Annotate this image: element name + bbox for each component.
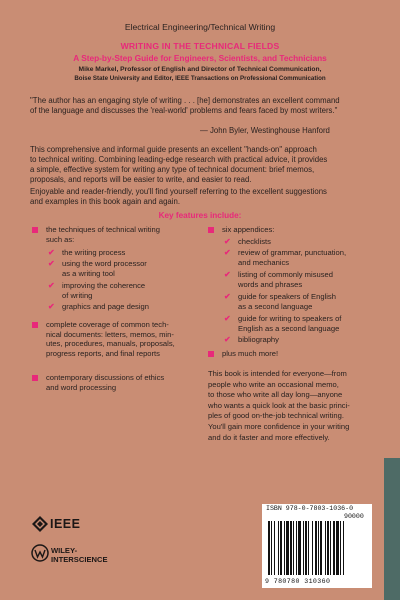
barcode-bar	[274, 521, 275, 575]
feature-item: six appendices:	[222, 225, 275, 234]
key-features-heading: Key features include:	[158, 211, 242, 220]
feature-item: complete coverage of common tech- nical documents: letters, memos, min- utes, procedures, manuals, proposals, progress reports, and final reports	[46, 320, 175, 358]
barcode-bar	[308, 521, 309, 575]
book-title: WRITING IN THE TECHNICAL FIELDS	[120, 41, 280, 51]
spine-edge-bar	[384, 458, 400, 600]
ieee-wordmark: IEEE	[50, 517, 81, 531]
barcode-bar	[298, 521, 301, 575]
feature-subitem: improving the coherence of writing	[62, 281, 146, 300]
barcode-bar	[330, 521, 331, 575]
feature-subitem: checklists	[238, 237, 271, 246]
barcode-digits: 9 780780 310360	[265, 578, 331, 585]
checkmark-icon: ✔	[224, 248, 231, 257]
feature-subitem: listing of commonly misused words and phrases	[238, 270, 333, 289]
barcode-bar	[333, 521, 335, 575]
quote-line: "The author has an engaging style of writing . . . [he] demonstrates an excellent command	[30, 96, 340, 105]
author-line-1: Mike Markel, Professor of English and Director of Technical Communication,	[78, 66, 322, 73]
bullet-square-icon	[32, 227, 38, 233]
barcode-bar	[303, 521, 304, 575]
paragraph-line: to technical writing. Combining leading-edge research with practical advice, it provides	[30, 155, 328, 164]
feature-item: contemporary discussions of ethics and word processing	[46, 373, 165, 392]
barcode-bar	[290, 521, 292, 575]
paragraph-line: and examples in this book again and again.	[30, 197, 180, 206]
closing-paragraph: This book is intended for everyone—from people who write an occasional memo, to those who write all day long—anyone who wants a quick look at the basic princi- ples of good on-the-job technical writing. You'll gain more confidence in your writing and do it faster and more effectively.	[208, 369, 350, 442]
bullet-square-icon	[208, 227, 214, 233]
feature-subitem: the writing process	[62, 248, 126, 257]
ieee-diamond-icon	[31, 515, 49, 533]
feature-subitem: guide for speakers of English as a second language	[238, 292, 336, 311]
quote-line: of the language and discusses the 'real-world' problems and fears faced by most writers."	[30, 106, 338, 115]
barcode-bar	[312, 521, 313, 575]
checkmark-icon: ✔	[48, 281, 55, 290]
category-label: Electrical Engineering/Technical Writing	[124, 22, 276, 32]
barcode-bar	[268, 521, 270, 575]
barcode-bar	[305, 521, 307, 575]
barcode-bar	[315, 521, 317, 575]
bullet-square-icon	[32, 375, 38, 381]
feature-subitem: graphics and page design	[62, 302, 149, 311]
barcode-bar	[280, 521, 282, 575]
barcode-bar	[340, 521, 341, 575]
barcode-bar	[336, 521, 339, 575]
feature-item: the techniques of technical writing such as:	[46, 225, 160, 244]
feature-subitem: review of grammar, punctuation, and mechanics	[238, 248, 347, 267]
wiley-wordmark: WILEY- INTERSCIENCE	[51, 546, 108, 564]
barcode-bar	[343, 521, 344, 575]
barcode	[266, 521, 368, 577]
isbn-label: ISBN 978-0-7803-1036-0	[266, 505, 354, 512]
paragraph-line: proposals, and reports will be easier to write, and easier to read.	[30, 175, 252, 184]
barcode-bar	[320, 521, 322, 575]
paragraph-line: Enjoyable and reader-friendly, you'll find yourself referring to the excellent suggestions	[30, 187, 327, 196]
barcode-bar	[327, 521, 329, 575]
checkmark-icon: ✔	[48, 302, 55, 311]
checkmark-icon: ✔	[224, 335, 231, 344]
wiley-emblem-icon	[31, 544, 49, 562]
barcode-bar	[325, 521, 326, 575]
barcode-bar	[284, 521, 285, 575]
intro-paragraph-1	[30, 145, 390, 185]
checkmark-icon: ✔	[224, 237, 231, 246]
book-subtitle: A Step-by-Step Guide for Engineers, Scientists, and Technicians	[73, 53, 327, 63]
checkmark-icon: ✔	[48, 248, 55, 257]
barcode-bar	[278, 521, 279, 575]
checkmark-icon: ✔	[48, 259, 55, 268]
feature-subitem: guide for writing to speakers of English as a second language	[238, 314, 342, 333]
checkmark-icon: ✔	[224, 292, 231, 301]
barcode-bar	[318, 521, 319, 575]
paragraph-line: a simple, effective system for writing any type of technical document: brief memos,	[30, 165, 315, 174]
checkmark-icon: ✔	[224, 314, 231, 323]
bullet-square-icon	[208, 351, 214, 357]
price-code: 90000	[344, 513, 364, 520]
feature-item: plus much more!	[222, 349, 279, 358]
author-line-2: Boise State University and Editor, IEEE Transactions on Professional Communication	[74, 75, 326, 82]
checkmark-icon: ✔	[224, 270, 231, 279]
barcode-bar	[296, 521, 297, 575]
quote-attribution: — John Byler, Westinghouse Hanford	[200, 126, 330, 135]
bullet-square-icon	[32, 322, 38, 328]
review-quote	[30, 96, 390, 116]
intro-paragraph-2	[30, 187, 390, 207]
barcode-bar	[271, 521, 272, 575]
feature-subitem: bibliography	[238, 335, 279, 344]
barcode-bar	[293, 521, 294, 575]
barcode-bar	[286, 521, 289, 575]
feature-subitem: using the word processor as a writing tool	[62, 259, 147, 278]
paragraph-line: This comprehensive and informal guide presents an excellent "hands-on" approach	[30, 145, 317, 154]
